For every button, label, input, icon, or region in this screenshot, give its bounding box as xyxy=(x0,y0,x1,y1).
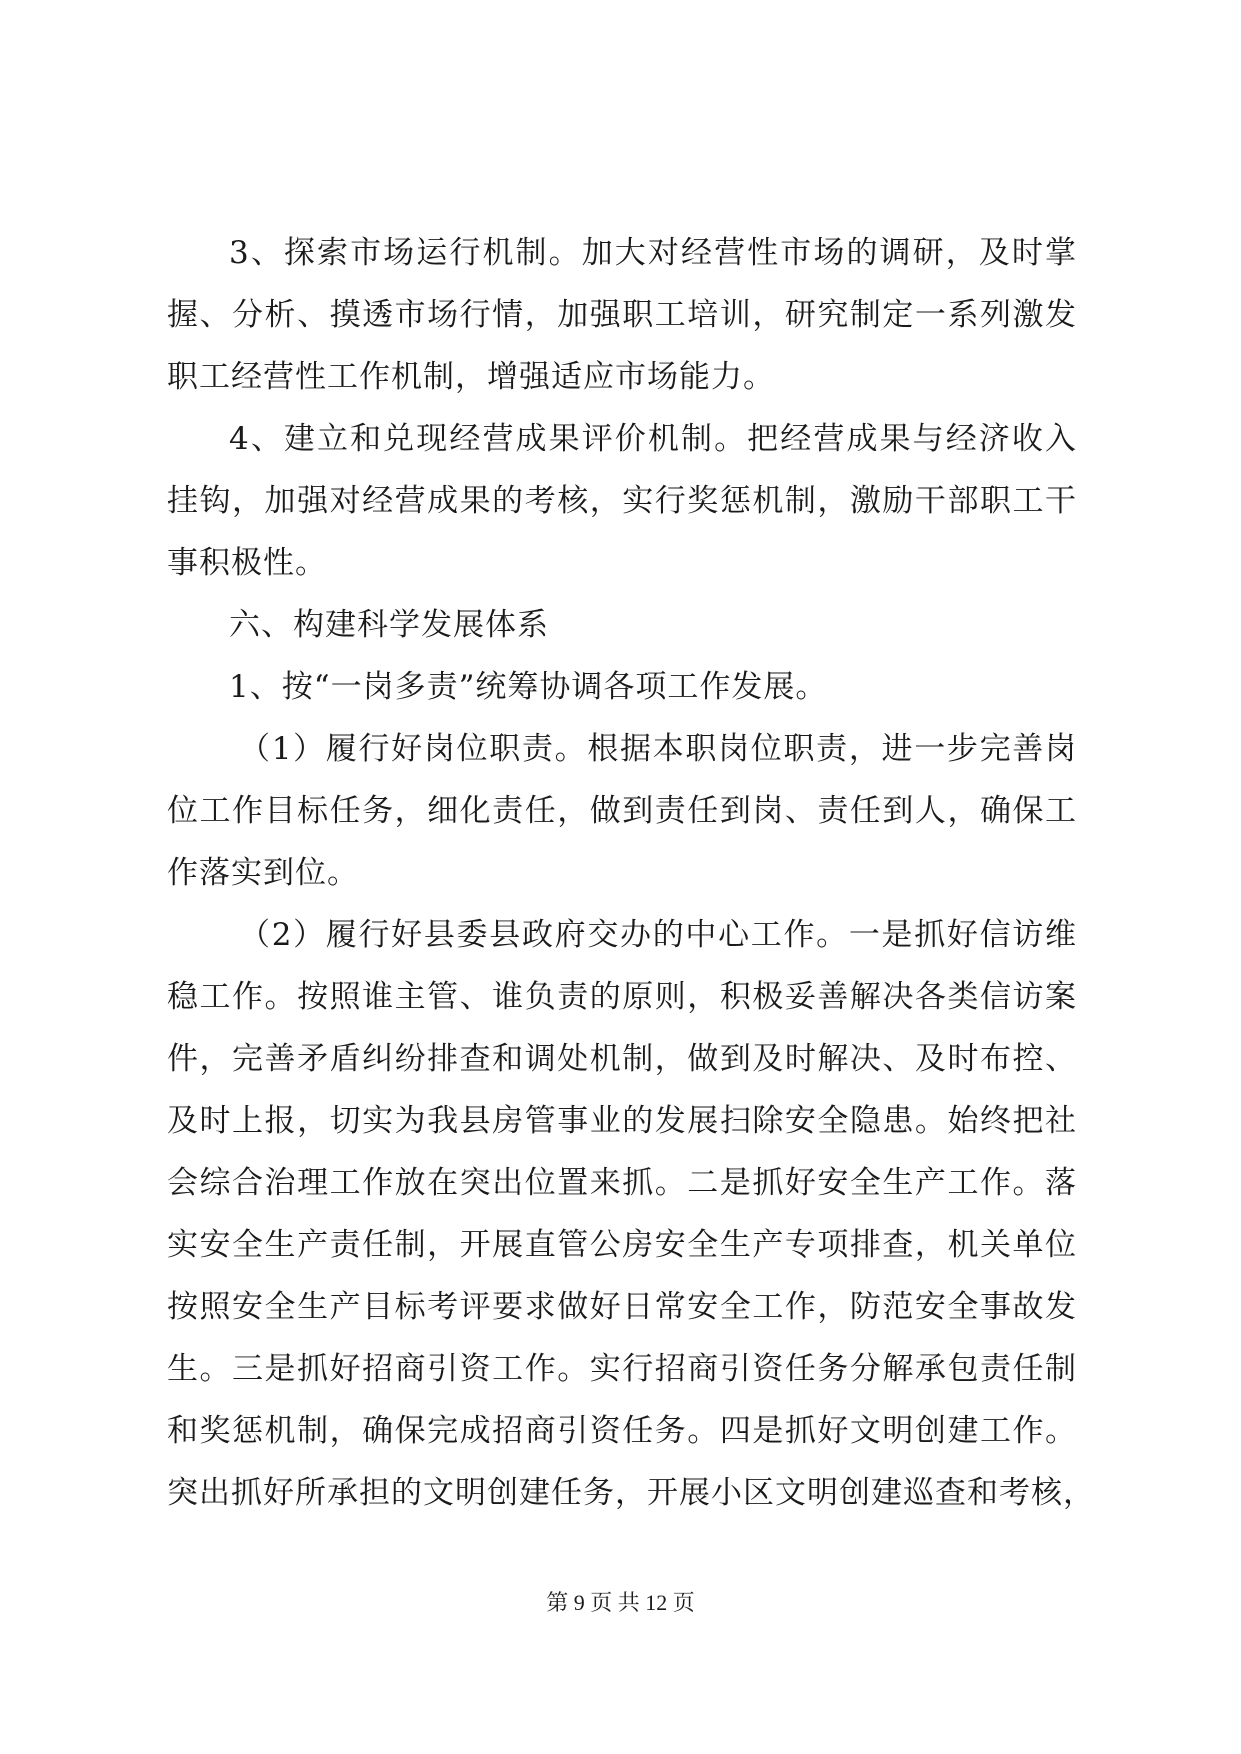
paragraph-line: 实安全生产责任制，开展直管公房安全生产专项排查，机关单位 xyxy=(167,1227,1077,1263)
paragraph-line: （2）履行好县委县政府交办的中心工作。一是抓好信访维 xyxy=(239,917,1077,953)
paragraph-line: 及时上报，切实为我县房管事业的发展扫除安全隐患。始终把社 xyxy=(167,1103,1077,1139)
paragraph-line: 稳工作。按照谁主管、谁负责的原则，积极妥善解决各类信访案 xyxy=(167,979,1077,1015)
paragraph-line: 按照安全生产目标考评要求做好日常安全工作，防范安全事故发 xyxy=(167,1289,1077,1325)
paragraph-line: 3、探索市场运行机制。加大对经营性市场的调研，及时掌 xyxy=(229,235,1077,271)
paragraph-line: 位工作目标任务，细化责任，做到责任到岗、责任到人，确保工 xyxy=(167,793,1077,829)
paragraph-line: 和奖惩机制，确保完成招商引资任务。四是抓好文明创建工作。 xyxy=(167,1413,1077,1449)
section-heading: 六、构建科学发展体系 xyxy=(229,607,549,643)
paragraph-line: 作落实到位。 xyxy=(167,855,359,891)
paragraph-line: 件，完善矛盾纠纷排查和调处机制，做到及时解决、及时布控、 xyxy=(167,1041,1077,1077)
document-body xyxy=(167,222,1095,1524)
paragraph-line: 事积极性。 xyxy=(167,545,327,581)
paragraph-line: 4、建立和兑现经营成果评价机制。把经营成果与经济收入 xyxy=(229,421,1077,457)
paragraph-line: （1）履行好岗位职责。根据本职岗位职责，进一步完善岗 xyxy=(239,731,1077,767)
paragraph-line: 生。三是抓好招商引资工作。实行招商引资任务分解承包责任制 xyxy=(167,1351,1077,1387)
paragraph-line: 职工经营性工作机制，增强适应市场能力。 xyxy=(167,359,775,395)
paragraph-line: 突出抓好所承担的文明创建任务，开展小区文明创建巡查和考核， xyxy=(167,1475,1095,1511)
page-number-footer: 第 9 页 共 12 页 xyxy=(546,1590,695,1615)
paragraph-line: 握、分析、摸透市场行情，加强职工培训，研究制定一系列激发 xyxy=(167,297,1077,333)
paragraph-line: 会综合治理工作放在突出位置来抓。二是抓好安全生产工作。落 xyxy=(167,1165,1077,1201)
paragraph-line: 挂钩，加强对经营成果的考核，实行奖惩机制，激励干部职工干 xyxy=(167,483,1077,519)
subsection-heading: 1、按“一岗多责”统筹协调各项工作发展。 xyxy=(229,669,828,705)
